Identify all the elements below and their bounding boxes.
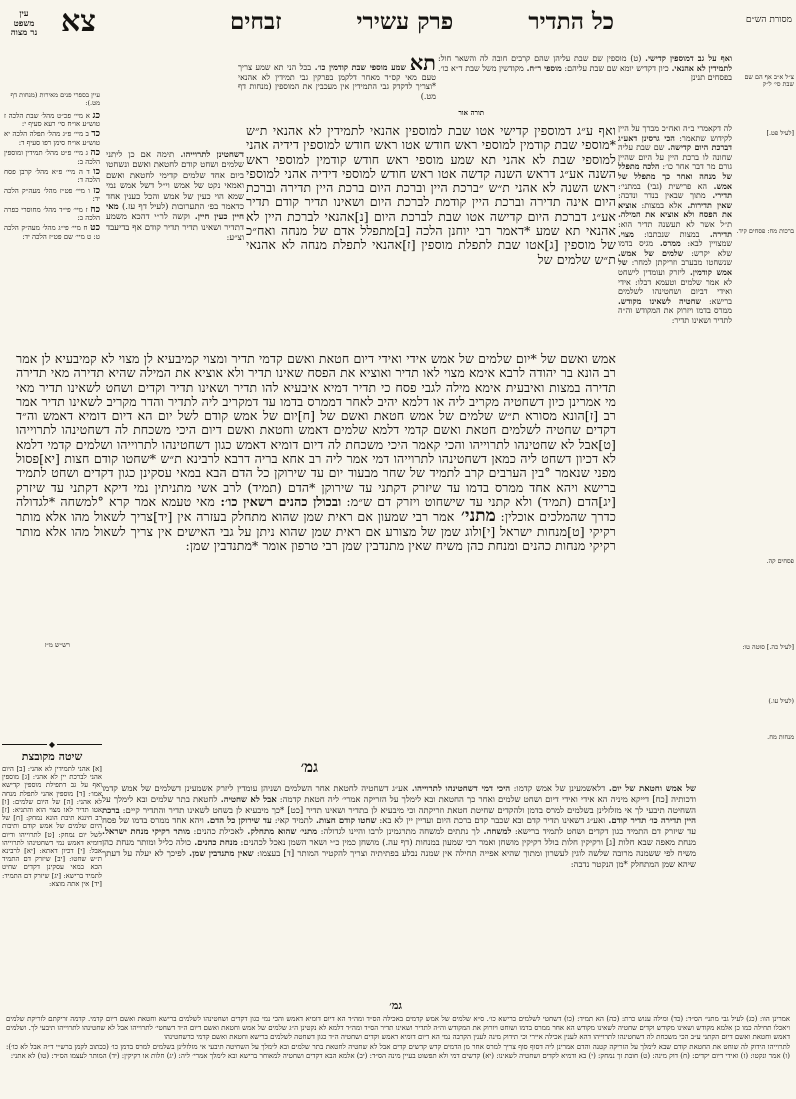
entry-body: ג מיי׳ פ״ט מהל׳ תמידין ומוספין הלכה ב:: [4, 149, 100, 166]
ein-mishpat-entry: [4, 187, 100, 204]
entry-body: ד ה מיי׳ פ״א מהל׳ קרבן פסח הלכה ד:: [4, 168, 100, 185]
entry-letter: כח: [90, 204, 100, 215]
ein-mishpat-heading-line1: עין משפט: [13, 9, 35, 29]
pnei-meirot-gloss: עיין בספרי פנים מאירות (מנחות דף מט.):: [10, 91, 100, 107]
entry-body: א מיי׳ פכ״ט מהל׳ שבת הלכה ז טוש״ע או״ח סי׳ רעא סעיף י:: [4, 111, 100, 128]
entry-body: ז מיי׳ פי״ד מהל׳ מחוסרי כפרה הלכה ב:: [4, 205, 100, 223]
ein-mishpat-entry: [4, 206, 100, 223]
rashi-gemara-marker: גמ׳: [389, 999, 402, 1012]
page-title-chapter-number: פרק עשירי: [356, 8, 454, 35]
rashi-top-block: ואף על גב דמוספין קדישי. (ט) מוספין שם שבת עליהן שהם קרבים חובה לה והשאר חול: לתמידין לא אהנאי. כיון דקדיש יומא שם שבת עליהם: מוספי ר״ח. מקודשין משל שבת ד״א כו׳. בפסחים תנינן: [438, 53, 732, 83]
gemara-main: ואף ע״ג דמוספין קדישי אטו שבת למוספין אהנאי לתמידין לא אהנאי ת״ש *מוספי שבת קודמין למוספי ראש חודש אטו ראש חודש למוספין דידיה אהני למוספי שבת לא אהני תא שמע מוספי ראש חודש קודמין למוספי ראש השנה אע״ג דראש השנה קדשה אטו ראש חודש למוספי דידיה אהני למוספי ראש השנה לא אהני ת״ש ״ברכת היין וברכת היום ברכת היין תדירה וברכת היום אינה תדירה וברכת היין קודמת לברכת היום ושאינו תדיר קודם תדיר אע״ג דברכת היום קדישה אטו שבת לברכת היום [נ]אהנאי לברכת היין לא אהנאי תא שמע *דאמר רבי יוחנן הלכה [ב]מתפלל אדם של מנחה ואח״כ של מוספין [ג]אטו שבת לתפלת מוספין [ז]אהנאי לתפלת מנחה לא אהנאי ת״ש שלמים של: [246, 123, 616, 267]
page-title: [230, 8, 614, 35]
masoret-gloss: צ״ל א״ב אף הם שם שבת סי׳ ל״ק: [744, 73, 794, 89]
entry-body: ב מיי׳ פ״ג מהל׳ תפלה הלכה יא טוש״ע או״ח סימן רפו סעיף ד:: [4, 130, 100, 147]
ein-mishpat-column: [4, 92, 100, 243]
hagahot-part2: לתרוייהו הידוק לה שוחט את החטאת קודם שבא לימלך על הזריקה קטנה והדם אמרינן ליה דסוף סוף צריך למרס אחר מן הדמים קדש קדשים קדים אבל לא שחטיה לחטאת בתר שלמים ובא לימלך על השחיטה תיבעי אי מזלזלינן בשלמים למרס בדמן כו׳ (ככתוב לקמן ברש״י ד״ה אבל לא כו׳): (ו) אמר ונקטו: (ז) ואידי דיום יקדים: (ח) דוק מינה: (ט) חובת זך נמחק: (י) בא ודמיא לקדים ושחטיה לשאינו: (יא) קדשים דמי ולא תפשוט בעיין מינה הס״ד: (יב) אלמא הבא דקדים ושחטיה למאוחר ברישא ובא לימלך אמרי׳ ליה: (יג) חלות או רקיקין: (יד) המותר לעצמו הס״ד: (טו) לא אתני:: [6, 1042, 790, 1060]
masoret-hashas-heading: מסורת הש״ם: [745, 15, 792, 25]
entry-letter: כג: [92, 110, 100, 121]
tosafot-column: דשחטינן לתרוייהו. תימה אם כן ליתני שלמים ושחט קודם לחטאת ואשם ונשחטו ביום אחד שלמים קדימי לחטאת ואשם ואמאי נקט של אמש וי״ל דשל אמש נמי שמא הוי כעין של אמש והכל כענין אחד כדאמר בפ׳ התערובות (לעיל דף עז.) מאי חיין כעין חיין. וקשה לר״י דהכא משמע דתדיר ושאינו תדיר תדיר קודם אף בדיעבד וצ״ע:: [106, 150, 244, 244]
shita-mekubetzet-block: [2, 740, 102, 888]
entry-body: ו מיי׳ פט״ז מהל׳ מעה״ק הלכה יד:: [4, 186, 100, 204]
entry-letter: כד: [91, 129, 100, 140]
entry-body: ח מיי׳ פי״ג מהל׳ מעה״ק הלכה ט: ט מיי׳ שם פט״ז הלכה יד:: [4, 224, 100, 241]
hagahot-bottom-block: [6, 1015, 790, 1061]
ein-mishpat-entry: [4, 168, 100, 185]
diamond-ornament-icon: ◆: [48, 740, 56, 749]
ein-mishpat-heading-line2: נר מצוה: [10, 28, 38, 38]
rashi-bottom-block: של אמש וחטאת של יום. דלאשמעינן של אמש קדמו: היכי דמי דשחטינהו לתרוייהו. אע״ג דשחטיה לחטאת אחר השלמים ושניהן עומדין ליזרק אשמעינן דשלמים של אמש קדמו ודכותיה [כח] דייקא מיניה הא אידי ואידי דיום ושחט שלמים ואחר כך החטאת ובא לימלך על הזריקה אמרי׳ ליה חטאת קדמה: אבל לא שחטיה. לחטאת בתר שלמים ובא לימלך על השחיטה תיבעי לך אי מזלזלינן בשלמים למרס בדמן ולהקדים שחיטת חטאת וזריקתה וכי מיבעיא לן בתדיר ושאינו תדיר [כט] *כך מיבעיא לן בשחט לשאינו תדיר והתדיר קיים: ברכת היין תדירה כו׳ תדיר קודם. ואע״ג דשאינו תדיר קדם ובא שכבר קדם ברכת היום ועדיין יין לא בא: שחטו קודם חצות. לתמיד קאי: עד שירוקן כל הדם. ויהא אחד ממרס בדמו של פסח עד שיזרק דם התמיד כגון דקדים ושחט לתמיד ברישא: למשחה. לך נתתים למשחה מתרגמינן לרבו והיינו לגדולה: מתני׳ שהוא מתחלק. לאכילת כהנים: מותר רקיקי מנחת ישראל. מנחת מאפה שבא חלות [ג] ורקיקין חלות בולל רקיקין מושחן ואמר רבי שמעון במנחות (דף עה.) מושחן כמין כ״י ושאר השמן נאכל לכהנים: מנחת כהנים. כולה כליל ומותר מנחת כהן משיח לפי ששמנה מרובה שלשה לוגין לעשרון ומתוך שהיא אפייה תחילה אין שמנה נבלע בפתיתיה וצריך להקטיר המותר [ד] בעצמו: שאין מתנדבין שמן. לפיכך לא יעלה על דעתך שיהא שמן המתחלק *מן הנקטר נדבה:: [102, 784, 697, 870]
tosafot-top-block: תא שמע מוספי שבת קודמין כו׳. בכל הני תא שמע צריך טעם מאי קס״ד מאחר דלקמן בפרקין גבי תמידין לא אהנאי *וצריך לדקדק גבי התמידין אין מעכבין את המוספין (מנחות דף מט.): [238, 50, 436, 101]
ein-mishpat-entry: [4, 112, 100, 129]
entry-letter: כו: [93, 167, 100, 178]
gemara-continued: אמש ואשם של *יום שלמים של אמש אידי ואידי דיום חטאת ואשם קדמי תדיר ומצוי קמיבעיא לן מצוי לא קמיבעיא לן אמר רב הונא בר יהודה לרבא אימא מצוי לאו תדיר ואוציא את הפסח שאינו תדיר ולא אוציא את המילה שהיא תדירה מאי תדירה תדירה במצות ואיבעית אימא מילה לגבי פסח כי תדיר דמיא איבעיא להו תדיר ושאינו תדיר וקדים ושחט לשאינו תדיר מאי מי אמרינן כיון דשחטיה מקריב ליה או דלמא יהיב לאחר דממרס בדמו עד דמקריב ליה לתדיר והדר מקריב לשאינו תדיר אמר רב [ז]הונא מסורא ת״ש שלמים של אמש חטאת ואשם של [ח]יום של אמש קודם לשל יום הא דיום דומיא דאמש וה״ד דקדים שחטיה לשלמים חטאת ואשם קדמי דלמא שלמים דאמש וחטאת ואשם דיום היכי משכחת לה דשחטינהו לתרוייהו [ט]אבל לא שחטינהו לתרוייהו והכי קאמר היכי משכחת לה דיום דומיא דאמש כגון דשחטינהו לתרוייהו ושלמים קדמי דלמא לא דכיון דשחט ליה כמאן דשחטינהו לתרוייהו דמי אמר ליה רב אחא בריה דרבא לרבינא ת״ש *שחטו קודם חצות [יא]פסול מפני שנאמר °בין הערבים קרב לתמיד של שחר מבעוד יום עד שירוקן כל הדם הבא במאי עסקינן כגון דקדים ושחט לתמיד ברישא ויהא אחד ממרס בדמו עד שיזרק דקתני עד שירוקן *הדם (תמיד) לרב אשי מתניתין נמי דיקא דקתני עד שיזרק [יג]הדם (תמיד) ולא קתני עד שישחוט ויזרק דם ש״מ: ובכולן כהנים רשאין כו׳: מאי טעמא אמר קרא °למשחה *לגדולה כדרך שהמלכים אוכלין: מתני׳ אמר רבי שמעון אם ראית שמן שהוא מתחלק בעזרה אין [יד]צריך לשאול מהו אלא מותר רקיקי [ט]מנחות ישראל [י]ולוג שמן של מצורע אם ראית שמן שהוא ניתן על גבי האישים אין צריך לשאול מהו אלא מותר רקיקי מנחות כהנים ומנחת כהן משיח שאין מתנדבין שמן רבי טרפון אומר *מתנדבין שמן:: [16, 351, 616, 553]
ein-mishpat-entry: [4, 224, 100, 241]
shita-mekubetzet-body: [א] אהני לתמידין לא אהני: [ב] היום אהני לברכת יין לא אהני: [ג] מוספין ואף על גב דתפילת מוספין קדישא אמו׳: [ד] מוספין אהני לתפלת מנחה לא אהני: [ה] של היום שלמים: [ו] אטו תדיר לאו מצוי הוא והתניא: [ז] רב חיננא תיבת הונא נמחק: [ח] של היום שלמים של אמש קודם ותיבות לשל יום נמחק: [ט] לתרוייהו ודיום דומיא דאמש נמי דשחטינהו לתרוייהו אבל: [י] דכיון דאתא: [יא] לרבינא ת״ש שחטו: [יב] שיזרק דם התמיד הכא במאי עסקינן דקדים שחיט לתמיד ברישא: [יג] שיזרק דם התמיד: [יד] אין אתה מוצא:: [2, 765, 102, 888]
entry-letter: כז: [93, 185, 100, 196]
daf-number: צא: [61, 4, 96, 39]
masoret-gloss: [לעיל פט.]: [766, 129, 794, 137]
page-title-tractate: זבחים: [230, 8, 282, 35]
masoret-gloss: מנחות מח.: [767, 733, 794, 741]
gemara-section-marker: גמ׳: [300, 758, 318, 776]
margin-note-mishnah-ref: רש״ש מ״ז: [44, 641, 70, 649]
entry-letter: כט: [90, 223, 100, 234]
ein-mishpat-entry: [4, 149, 100, 166]
ein-mishpat-entry: [4, 130, 100, 147]
masoret-gloss: [לעיל כה.] סוטה טו:: [742, 643, 794, 651]
section-divider-ornament: [2, 740, 102, 749]
hagahot-part1: אמרינן הוו: (כג) לעיל גבי מתני׳ הס״ד: (כד) ומילה ענוש כרת: (כה) הא תמיד: (כו) דשחטי לשלמים ברישא כו׳. ס״א שלמים של אמש קדמים באכילה הס״ד ומה״ד הא דיום דומיא דאמש והכי נמי כגון דקדים ושחטינהו לשלמים ברישא וחטאת ואשם דיום קדמי. קדמה זריקתם לזריקת שלמים ויאכלו תחילה כמו כן אלמא מקודש ושאינו מקודש וקדים שחטיה לשאינו מקודש הא אחר ממרס בדמו ושוחט ויזרוק את המקודש וה״ה לתדיר ושאינו תדיר הס״ד ומה״ד דלמא לא נקטינן ה״ג שלמים של אמש וחטאת ואשם דיום ה״ד דשחטי׳ לתרוייהו אבל לא שחטינהו לתרוייהו תיבעי לך. ושלמים דאמש וחטאת ואשם דיום הקתני ע״ב הכי משכחת לה דשחטינהו לתרוייהו דהא לענין אכילה איירי וכי תידוק מינה לענין הקרבה נמי הא דיום דומיא דאמש וקדים ושחטיה ה״ד כגון דשחטה לשלמים ברישא וחטאת ואשם קדמי כדשחטינהו: [6, 1015, 790, 1042]
masoret-gloss: פסחים קה.: [766, 557, 794, 565]
ein-mishpat-heading: [10, 10, 38, 39]
shita-mekubetzet-heading: שיטה מקובצת: [21, 750, 83, 763]
rashi-column: לה דקאמרי ב״ה ואח״כ מברך על היין לקידוש שתאמר: הכי גרסינן דאע״ג דברכת היום קדישה. שם שבת עליה שחונה לו ברכת היין על היום שהיין גורם מר דבר אחר כו׳: הלכה מתפלל של מנחה ואחר כך מתפלל של אמש. הא פרישית (גבי) במתני׳: תדירי. מתוך שבאין בנדר ונדבה: שאין תדירות. אלא במצות: אוציא את הפסח ולא אוציא את המילה. ת״ל אשר לא תעשנה תדיר הוא: תדירה. במצות שנכתבו: מצוי. שמצויין לבא: ממרס. מגיס בדמו שלא יקרש: שלמים של אמש. שנשחטו מבערב וזריקתן למחר: של אמש קודמין. ליזרק ועומדין לישחט לא אמר שלמים וטעמא דבלו: אידי ואידי דביום ושחטינהו לשלמים ברישא: שחטיה לשאינו מקודש. ממרס בדמו ויזרוק את המקודש וה״ה לתדיר ושאינו תדיר:: [618, 124, 733, 325]
page-title-chapter-name: כל התדיר: [528, 8, 614, 35]
masoret-gloss: (לעיל עו.): [768, 697, 794, 705]
masoret-gloss: ברכות מח: פסחים קיד.: [736, 227, 794, 235]
entry-letter: כה: [90, 148, 100, 159]
torah-or-label: תורה אור: [458, 108, 484, 117]
